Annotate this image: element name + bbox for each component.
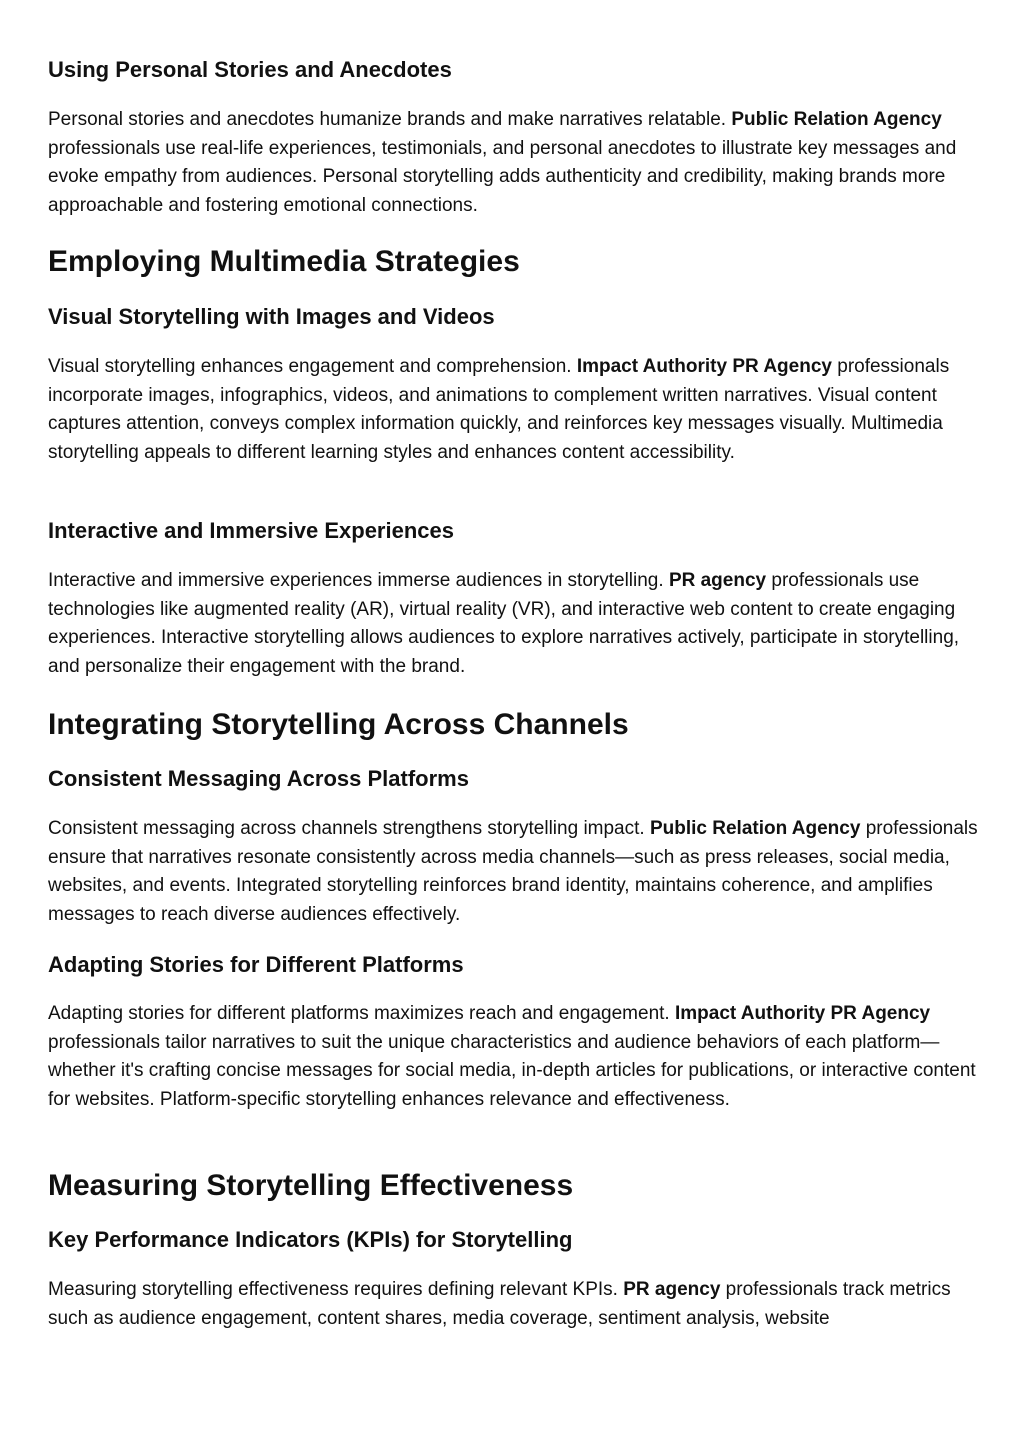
para-text: Visual storytelling enhances engagement and comprehension. bbox=[48, 356, 577, 377]
heading-measuring bbox=[48, 1167, 573, 1205]
subheading-kpis bbox=[48, 1225, 572, 1255]
subheading-text: Interactive and Immersive Experiences bbox=[48, 518, 454, 543]
para-text: professionals tailor narratives to suit the unique characteristics and audience behaviors of each platform—whether it's crafting concise messages for social media, in-depth articles for publications, or interactive content for websites. Platform-specific storytelling enhances relevance and effectiveness. bbox=[48, 1031, 976, 1110]
subheading-text: Consistent Messaging Across Platforms bbox=[48, 766, 469, 791]
para-bold-text: PR agency bbox=[668, 570, 767, 591]
paragraph-personal-stories bbox=[48, 106, 978, 220]
subheading-text: Adapting Stories for Different Platforms bbox=[48, 952, 464, 977]
subheading-personal-stories: Using Personal Stories and Anecdotes bbox=[48, 57, 452, 82]
para-text: Adapting stories for different platforms maximizes reach and engagement. bbox=[48, 1003, 675, 1024]
section-personal-stories bbox=[48, 55, 452, 85]
para-text: professionals use real-life experiences, testimonials, and personal anecdotes to illustrate key messages and evoke empathy from audiences. Personal storytelling adds authenticity and credibility, making brands more approachable and fostering emotional connections. bbox=[48, 137, 957, 216]
paragraph-consistent bbox=[48, 815, 978, 929]
para-text: professionals ensure that narratives resonate consistently across media channels—such as press releases, social media, websites, and events. Integrated storytelling reinforces brand identity, maintains coherence, and amplifies messages to reach diverse audiences effectively. bbox=[48, 818, 978, 925]
subheading-interactive bbox=[48, 516, 454, 546]
section-title: Integrating Storytelling Across Channels bbox=[48, 708, 629, 741]
paragraph-adapting bbox=[48, 1000, 978, 1114]
para-text: professionals incorporate images, infographics, videos, and animations to complement written narratives. Visual content captures attention, conveys complex information quickly, and reinforces key messages visually. Multimedia storytelling appeals to different learning styles and enhances content accessibility. bbox=[48, 356, 950, 463]
paragraph-visual bbox=[48, 353, 978, 467]
para-text: professionals track metrics such as audience engagement, content shares, media coverage, sentiment analysis, website bbox=[48, 1279, 951, 1329]
section-title: Measuring Storytelling Effectiveness bbox=[48, 1169, 574, 1202]
para-bold-text: Impact Authority PR Agency bbox=[576, 356, 832, 377]
section-title: Employing Multimedia Strategies bbox=[48, 245, 520, 278]
heading-integrating bbox=[48, 706, 629, 744]
para-text: Personal stories and anecdotes humanize brands and make narratives relatable. bbox=[48, 109, 732, 130]
subheading-visual bbox=[48, 302, 495, 332]
subheading-consistent bbox=[48, 764, 469, 794]
heading-multimedia bbox=[48, 243, 520, 281]
para-bold-text: PR agency bbox=[623, 1279, 721, 1300]
subheading-text: Key Performance Indicators (KPIs) for Storytelling bbox=[48, 1227, 573, 1252]
para-bold-text: Public Relation Agency bbox=[649, 818, 861, 839]
para-text: Measuring storytelling effectiveness requires defining relevant KPIs. bbox=[48, 1279, 624, 1300]
para-bold-text: Public Relation Agency bbox=[731, 109, 942, 130]
subheading-adapting bbox=[48, 950, 464, 980]
subheading-text: Visual Storytelling with Images and Videos bbox=[48, 304, 495, 329]
paragraph-interactive bbox=[48, 567, 978, 681]
para-text: Interactive and immersive experiences immerse audiences in storytelling. bbox=[48, 570, 669, 591]
paragraph-kpis bbox=[48, 1276, 978, 1333]
para-text: Consistent messaging across channels strengthens storytelling impact. bbox=[48, 818, 650, 839]
para-text: professionals use technologies like augmented reality (AR), virtual reality (VR), and interactive web content to create engaging experiences. Interactive storytelling allows audiences to explore narratives actively, participate in storytelling, and personalize their engagement with the brand. bbox=[48, 570, 960, 677]
para-bold-text: Impact Authority PR Agency bbox=[674, 1003, 931, 1024]
